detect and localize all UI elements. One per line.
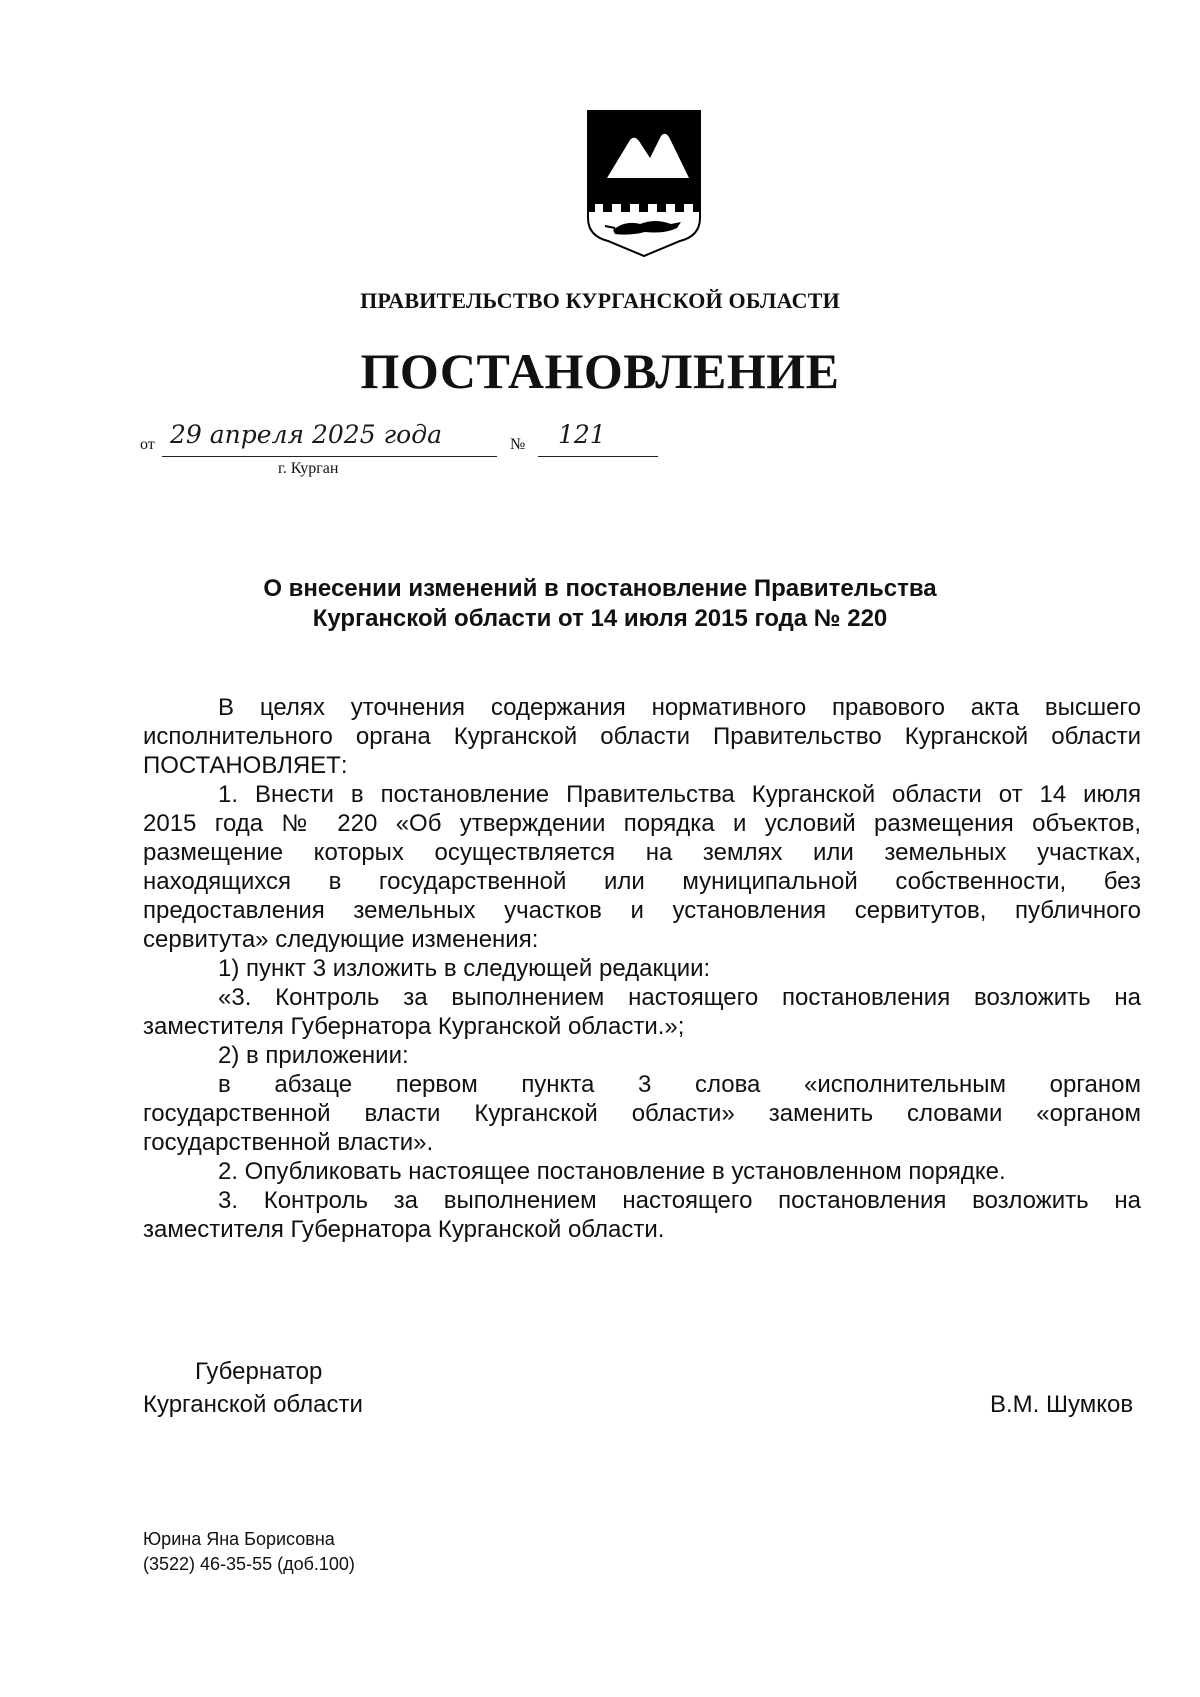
subject-line: О внесении изменений в постановление Правительства: [263, 575, 937, 602]
body-line: ПОСТАНОВЛЯЕТ:: [143, 752, 348, 779]
body-line: 1) пункт 3 изложить в следующей редакции:: [218, 955, 711, 982]
document-subject: [0, 574, 1200, 634]
from-label: от: [140, 436, 155, 453]
number-label: №: [510, 436, 526, 453]
signatory-position: [143, 1355, 363, 1421]
body-line: сервитута» следующие изменения:: [143, 926, 539, 953]
government-name: ПРАВИТЕЛЬСТВО КУРГАНСКОЙ ОБЛАСТИ: [360, 288, 840, 313]
subject-line: Курганской области от 14 июля 2015 года № 220: [312, 605, 888, 632]
body-line: государственной власти».: [143, 1129, 434, 1156]
body-line: 1. Внести в постановление Правительства Курганской области от 14 июля: [218, 781, 1141, 808]
body-line: 2015 года № 220 «Об утверждении порядка и условий размещения объектов,: [143, 810, 1141, 837]
body-line: государственной власти Курганской области» заменить словами «органом: [143, 1100, 1141, 1127]
executor-info: [143, 1527, 355, 1577]
body-line: находящихся в государственной или муниципальной собственности, без: [143, 868, 1141, 895]
body-line: «3. Контроль за выполнением настоящего постановления возложить на: [218, 984, 1141, 1011]
body-line: в абзаце первом пункта 3 слова «исполнительным органом: [218, 1071, 1141, 1098]
date-number-row: [140, 422, 660, 484]
handwritten-number: 121: [558, 420, 606, 449]
body-line: 3. Контроль за выполнением настоящего постановления возложить на: [218, 1187, 1141, 1214]
position-line: Губернатор: [195, 1358, 323, 1385]
city-label: г. Курган: [278, 460, 339, 477]
body-line: В целях уточнения содержания нормативного правового акта высшего: [218, 694, 1141, 721]
executor-phone: (3522) 46-35-55 (доб.100): [143, 1554, 355, 1574]
body-line: заместителя Губернатора Курганской области.: [143, 1216, 665, 1243]
position-line: Курганской области: [143, 1391, 363, 1418]
body-line: предоставления земельных участков и установления сервитутов, публичного: [143, 897, 1141, 924]
body-line: заместителя Губернатора Курганской области.»;: [143, 1013, 685, 1040]
executor-name: Юрина Яна Борисовна: [143, 1529, 335, 1549]
body-line: размещение которых осуществляется на землях или земельных участках,: [143, 839, 1141, 866]
body-line: исполнительного органа Курганской области Правительство Курганской области: [143, 723, 1141, 750]
document-type-title: ПОСТАНОВЛЕНИЕ: [360, 343, 840, 399]
signatory-name: В.М. Шумков: [990, 1391, 1134, 1418]
body-line: 2. Опубликовать настоящее постановление в установленном порядке.: [218, 1158, 1006, 1185]
coat-of-arms-icon: [585, 108, 703, 258]
handwritten-date: 29 апреля 2025 года: [170, 420, 442, 449]
body-line: 2) в приложении:: [218, 1042, 409, 1069]
